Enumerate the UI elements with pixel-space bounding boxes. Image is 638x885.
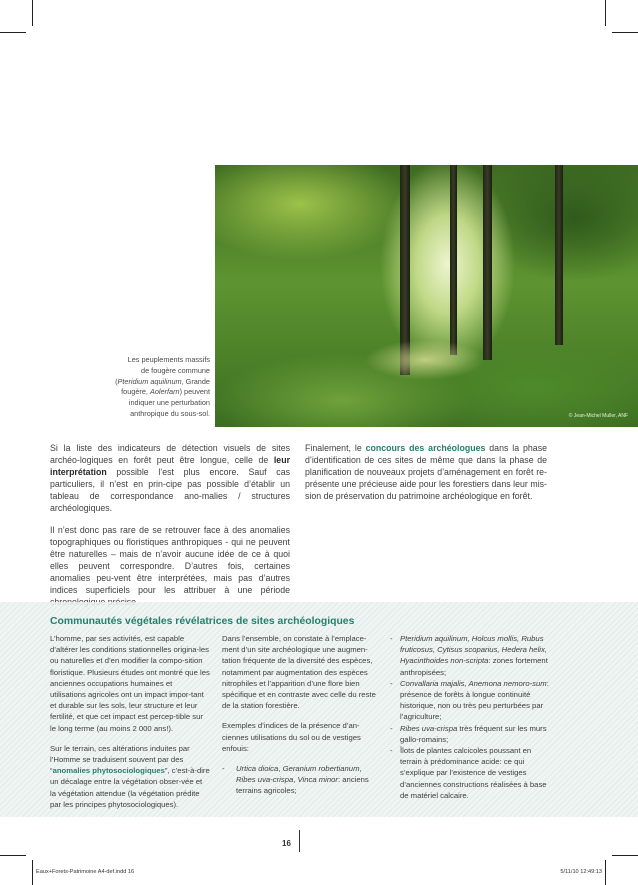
paragraph-text: dans la phase d’identification de ces sites de même que dans la phase de planification de nouveaux projets d’aménagement en forêt re-présente une précieuse aide pour les forestiers dans leur mis-sion de préservation du patrimoine archéologique en forêt. <box>305 443 547 501</box>
paragraph <box>50 743 210 810</box>
list-item-text: : présence de forêts à longue continuité historique, non ou très peu perturbées par l’agriculture; <box>400 678 549 722</box>
box-column-3 <box>390 633 550 801</box>
tree-trunk <box>483 165 492 360</box>
inset-box-title: Communautés végétales révélatrices de sites archéologiques <box>50 616 355 627</box>
separator: , <box>278 764 283 774</box>
species-list: Convallaria majalis, Anemona nemoro-sum <box>400 678 547 688</box>
caption-line: fougère, <box>121 387 150 397</box>
tree-trunk <box>555 165 563 345</box>
paragraph-text: Si la liste des indicateurs de détection visuels de sites archéo-logiques en forêt peut être longue, celle de <box>50 443 290 465</box>
right-column <box>305 442 547 512</box>
box-column-2 <box>222 633 380 797</box>
list-item <box>390 723 550 745</box>
paragraph-text: ”, c’est-à-dire un décalage entre la végétation obser-vée et la végétation attendue (la végétation prédite par les principes phytosociologiques). <box>50 766 210 809</box>
caption-line: indiquer une perturbation <box>128 398 210 408</box>
list-item-text: : zones fortement anthropisées; <box>400 656 548 677</box>
crop-mark <box>612 32 638 33</box>
caption-species: Pteridium aquilinum <box>117 376 182 386</box>
paragraph: Exemples d’indices de la présence d’an-ciennes utilisations du sol ou de vestiges enfouis: <box>222 721 361 753</box>
crop-mark <box>605 860 606 885</box>
separator: , <box>359 764 362 774</box>
list-item-text: : anciens terrains agricoles; <box>236 775 369 796</box>
species-name: Geranium robertianum <box>282 764 360 774</box>
emphasis: concours des archéologues <box>365 443 486 453</box>
page-number: 16 <box>282 839 291 848</box>
box-column-1 <box>50 633 210 819</box>
crop-mark <box>612 855 638 856</box>
species-name: Ribes uva-crispa <box>236 775 294 785</box>
paragraph-text: Sur le terrain, ces altérations induites par l’Homme se traduisent souvent par des “ <box>50 743 190 776</box>
paragraph <box>305 442 547 502</box>
caption-species: Aolerfarn <box>149 387 180 397</box>
left-column <box>50 442 290 618</box>
crop-mark <box>605 0 606 26</box>
species-name: Vinca minor <box>297 775 338 785</box>
caption-line: anthropique du sous-sol. <box>130 408 210 418</box>
crop-mark <box>0 855 26 856</box>
photo-credit: © Jean-Michel Muller, ANF <box>568 413 628 419</box>
paragraph: Dans l’ensemble, on constate à l’emplace-ment d’un site archéologique une augmen-tation fréquente de la diversité des espèces, notamment par augmentation des espèces nitrophiles et l’apparition d’une flore bien spécifique et en contraste avec celle du reste de la station forestière. <box>222 634 376 711</box>
caption-line: , Grande <box>181 376 210 386</box>
list-item <box>390 633 550 678</box>
forest-photo <box>215 165 638 427</box>
file-slug: Eaux+Forets-Patrimoine A4-def.indd 16 <box>36 869 135 875</box>
list-item <box>390 678 550 723</box>
paragraph <box>50 442 290 514</box>
species-list: Pteridium aquilinum, Holcus mollis, Rubus fruticosus, Cytisus scoparius, Hedera helix, Hyacinthoides non-scripta <box>400 634 547 666</box>
caption-line: Les peuplements massifs <box>127 355 210 364</box>
paragraph-text: Finalement, le <box>305 443 366 453</box>
species-list: Ribes uva-crispa <box>400 723 458 733</box>
caption-line: ) peuvent <box>179 387 210 397</box>
list-item-text: très fréquent sur les murs gallo-romains; <box>400 723 547 744</box>
emphasis: leur interprétation <box>50 455 290 477</box>
species-name: Urtica dioica <box>236 764 279 774</box>
date-slug: 5/11/10 12:49:13 <box>560 869 602 875</box>
crop-mark <box>32 0 33 26</box>
paragraph: L’homme, par ses activités, est capable d’altérer les conditions stationnelles origina-les ou naturelles et d’en modifier la compo-sition floristique. Plusieurs études ont montré que les anciennes occupations humaines et utilisations agricoles ont un impact impor-tant et durable sur les sols, leur structure et leur fertilité, et que cet impact est percep-tible sur le long terme (au moins 2 000 ans!). <box>50 634 210 733</box>
caption-line: ( <box>115 376 118 386</box>
photo-caption <box>85 355 210 420</box>
paragraph: Il n’est donc pas rare de se retrouver face à des anomalies topographiques ou floristiques anthropiques - qui ne peuvent être naturelles – mais de n’avoir aucune idée de ce à quoi elles peuvent correspondre. D’autres fois, certaines anomalies peu-vent être interprétées, mais pas d’autres indices superficiels pour les attribuer à une période <box>50 525 290 595</box>
paragraph-text: possible l’est plus encore. Sauf cas particuliers, il n’est en prin-cipe pas possible d’établir un tableau de correspondance ano-malies / structures archéologiques. <box>50 467 290 513</box>
forest-path <box>365 340 485 380</box>
list-item: - Îlots de plantes calcicoles poussant en terrain à prédominance acide: ce qui s’explique par l’existence de vestiges d’anciennes constructions réalisées à base de matériel calcaire. <box>390 745 550 801</box>
list-item <box>222 763 380 797</box>
page-number-rule <box>299 830 300 852</box>
crop-mark <box>0 32 26 33</box>
tree-trunk <box>450 165 457 355</box>
separator: , <box>293 775 298 785</box>
key-term: anomalies phytosociologiques <box>52 766 165 776</box>
caption-line: de fougère commune <box>141 365 210 375</box>
crop-mark <box>32 860 33 885</box>
